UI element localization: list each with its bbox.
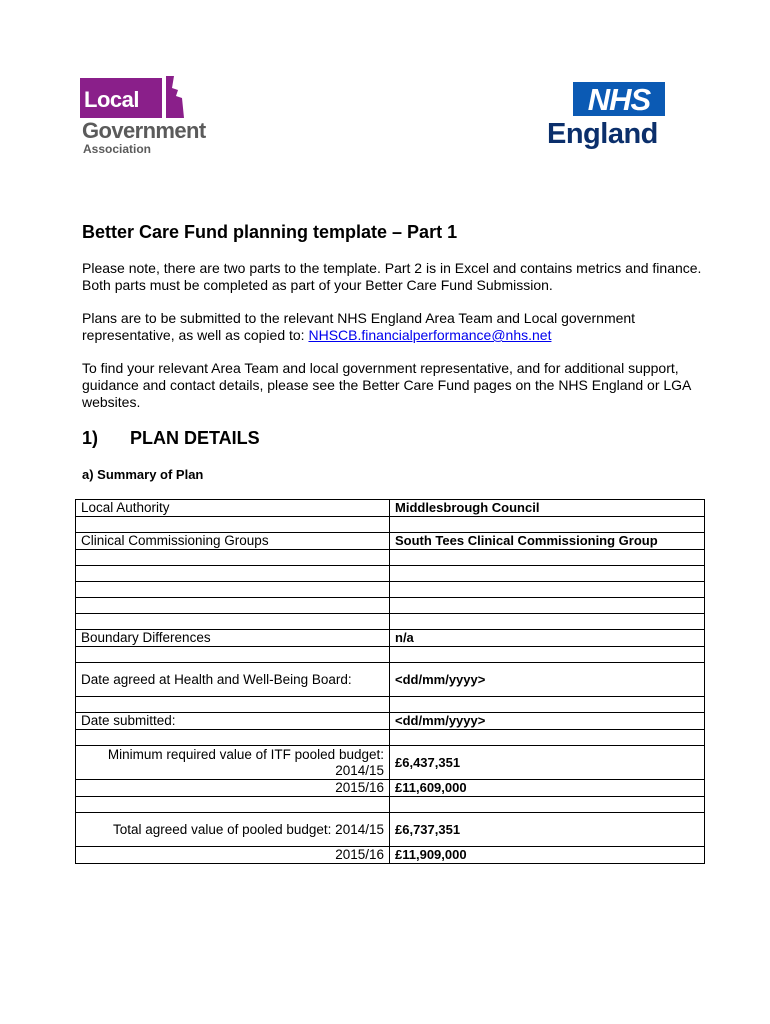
blank-cell [76,797,390,813]
pooled-value-2014-15: £6,737,351 [390,813,705,847]
blank-cell [76,598,390,614]
lga-logo-association: Association [83,142,152,156]
itf-label-2014-15: Minimum required value of ITF pooled budget: 2014/15 [76,746,390,780]
date-agreed-label: Date agreed at Health and Well-Being Board: [76,663,390,697]
ccg-label: Clinical Commissioning Groups [76,533,390,550]
blank-cell [76,647,390,663]
lga-logo-government: Government [82,118,206,143]
table-row-blank [76,647,705,663]
pooled-label-2014-15: Total agreed value of pooled budget: 2014/15 [76,813,390,847]
date-agreed-value: <dd/mm/yyyy> [390,663,705,697]
blank-cell [76,697,390,713]
plan-summary-table [75,499,705,864]
local-authority-value: Middlesbrough Council [390,500,705,517]
local-authority-label: Local Authority [76,500,390,517]
blank-cell [390,517,705,533]
table-row [76,533,705,550]
table-row-blank [76,614,705,630]
lga-logo [80,76,220,156]
blank-cell [76,614,390,630]
lga-logo-local: Local [84,87,139,112]
table-row [76,813,705,847]
blank-cell [76,566,390,582]
blank-cell [390,797,705,813]
section-number: 1) [82,428,99,448]
itf-value-2015-16: £11,609,000 [390,780,705,797]
blank-cell [390,730,705,746]
nhs-logo-england: England [547,118,658,150]
blank-cell [76,550,390,566]
table-row [76,500,705,517]
lga-figure-icon [164,76,184,118]
itf-label-2015-16: 2015/16 [76,780,390,797]
lga-logo-box [80,78,162,118]
blank-cell [390,550,705,566]
nhs-logo-box: NHS [573,82,665,116]
blank-cell [390,598,705,614]
table-row-blank [76,697,705,713]
blank-cell [76,582,390,598]
table-row [76,847,705,864]
email-link[interactable]: NHSCB.financialperformance@nhs.net [308,327,552,343]
table-row [76,780,705,797]
date-submitted-label: Date submitted: [76,713,390,730]
submission-text: Plans are to be submitted to the relevant NHS England Area Team and Local government representative, as well as copied to: [82,310,636,343]
table-row-blank [76,730,705,746]
itf-value-2014-15: £6,437,351 [390,746,705,780]
date-submitted-value: <dd/mm/yyyy> [390,713,705,730]
table-row-blank [76,566,705,582]
blank-cell [76,517,390,533]
subsection-heading: a) Summary of Plan [82,467,204,482]
table-row-blank [76,517,705,533]
table-row-blank [76,598,705,614]
table-row-blank [76,797,705,813]
table-row [76,746,705,780]
table-row-blank [76,550,705,566]
document-title: Better Care Fund planning template – Part 1 [82,222,458,242]
table-row [76,663,705,697]
blank-cell [390,582,705,598]
blank-cell [76,730,390,746]
boundary-value: n/a [390,630,705,647]
intro-paragraph: Please note, there are two parts to the template. Part 2 is in Excel and contains metrics and finance. Both parts must be completed as part of your Better Care Fund Submission. [82,260,702,293]
ccg-value: South Tees Clinical Commissioning Group [390,533,705,550]
blank-cell [390,566,705,582]
submission-paragraph [82,310,707,344]
section-heading [82,428,260,449]
blank-cell [390,614,705,630]
table-row-blank [76,582,705,598]
table-row [76,713,705,730]
blank-cell [390,647,705,663]
section-title: PLAN DETAILS [130,428,260,448]
guidance-paragraph: To find your relevant Area Team and local government representative, and for additional support, guidance and contact details, please see the Better Care Fund pages on the NHS England or LGA websites. [82,360,691,410]
pooled-value-2015-16: £11,909,000 [390,847,705,864]
table-row [76,630,705,647]
nhs-england-logo [545,82,670,154]
boundary-label: Boundary Differences [76,630,390,647]
blank-cell [390,697,705,713]
pooled-label-2015-16: 2015/16 [76,847,390,864]
